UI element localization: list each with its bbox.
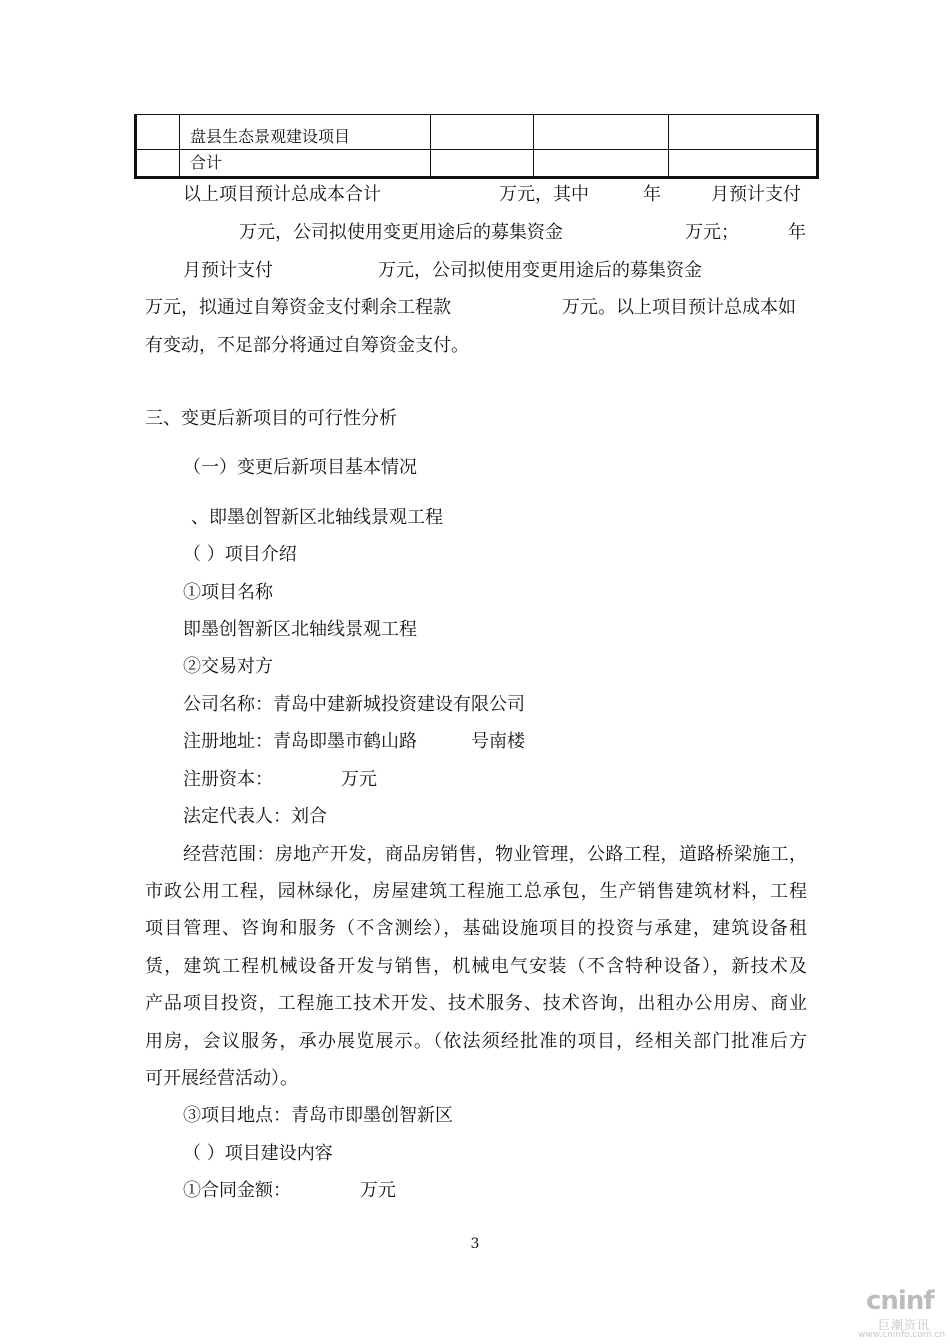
cost-text: 月预计支付 xyxy=(711,184,801,205)
cninfo-watermark xyxy=(838,1286,950,1344)
cost-text: 月预计支付 xyxy=(183,260,273,281)
location-text: ③项目地点：青岛市即墨创智新区 xyxy=(183,1105,453,1126)
project-title: 、即墨创智新区北轴线景观工程 xyxy=(191,507,443,528)
company-name: 公司名称：青岛中建新城投资建设有限公司 xyxy=(183,694,525,715)
address-text: 注册地址：青岛即墨市鹤山路 xyxy=(183,731,417,752)
cost-text: 万元，公司拟使用变更用途后的募集资金 xyxy=(239,222,563,243)
cost-text: 以上项目预计总成本合计 xyxy=(183,184,381,205)
project-name: 即墨创智新区北轴线景观工程 xyxy=(183,619,417,640)
row-label: 盘县生态景观建设项目 xyxy=(180,115,431,150)
scope-line: 可开展经营活动）。 xyxy=(145,1068,298,1089)
content-heading: （ ）项目建设内容 xyxy=(183,1143,333,1164)
cost-text: 年 xyxy=(643,184,661,205)
capital-text: 注册资本： xyxy=(183,769,273,790)
watermark-cn: 巨潮资讯 xyxy=(878,1318,931,1332)
address-text: 号南楼 xyxy=(471,731,525,752)
scope-line: 产品项目投资，工程施工技术开发、技术服务、技术咨询，出租办公用房、商业 xyxy=(145,993,807,1014)
cost-text: 万元，公司拟使用变更用途后的募集资金 xyxy=(378,260,702,281)
scope-line: 市政公用工程，园林绿化，房屋建筑工程施工总承包，生产销售建筑材料，工程 xyxy=(145,881,807,902)
legal-rep: 法定代表人：刘合 xyxy=(183,806,327,827)
watermark-logo: cninf xyxy=(866,1286,934,1316)
page-number: 3 xyxy=(470,1236,480,1252)
scope-line: 用房，会议服务，承办展览展示。（依法须经批准的项目，经相关部门批准后方 xyxy=(145,1031,807,1052)
watermark-url: www.cninfo.com.cn xyxy=(858,1330,946,1340)
cost-table xyxy=(134,114,819,179)
row-label: 合计 xyxy=(180,150,431,178)
scope-line: 经营范围：房地产开发，商品房销售，物业管理，公路工程，道路桥梁施工， xyxy=(183,844,807,865)
subsection-heading: （一）变更后新项目基本情况 xyxy=(183,457,417,478)
contract-text: 万元 xyxy=(360,1180,396,1201)
table-row xyxy=(136,115,818,150)
scope-line: 项目管理、咨询和服务（不含测绘），基础设施项目的投资与承建，建筑设备租 xyxy=(145,918,807,939)
name-heading: ①项目名称 xyxy=(183,582,273,603)
section-heading: 三、变更后新项目的可行性分析 xyxy=(145,408,397,429)
cost-text: 万元。以上项目预计总成本如 xyxy=(562,297,796,318)
table-row-total xyxy=(136,150,818,178)
cost-text: 有变动，不足部分将通过自筹资金支付。 xyxy=(145,335,469,356)
cost-text: 年 xyxy=(788,222,806,243)
scope-line: 赁，建筑工程机械设备开发与销售，机械电气安装（不含特种设备），新技术及 xyxy=(145,956,807,977)
contract-text: ①合同金额： xyxy=(183,1180,291,1201)
cost-text: 万元； xyxy=(685,222,739,243)
intro-heading: （ ）项目介绍 xyxy=(183,544,297,565)
capital-text: 万元 xyxy=(341,769,377,790)
cost-text: 万元，拟通过自筹资金支付剩余工程款 xyxy=(145,297,451,318)
counterparty-heading: ②交易对方 xyxy=(183,656,273,677)
cost-text: 万元，其中 xyxy=(499,184,589,205)
